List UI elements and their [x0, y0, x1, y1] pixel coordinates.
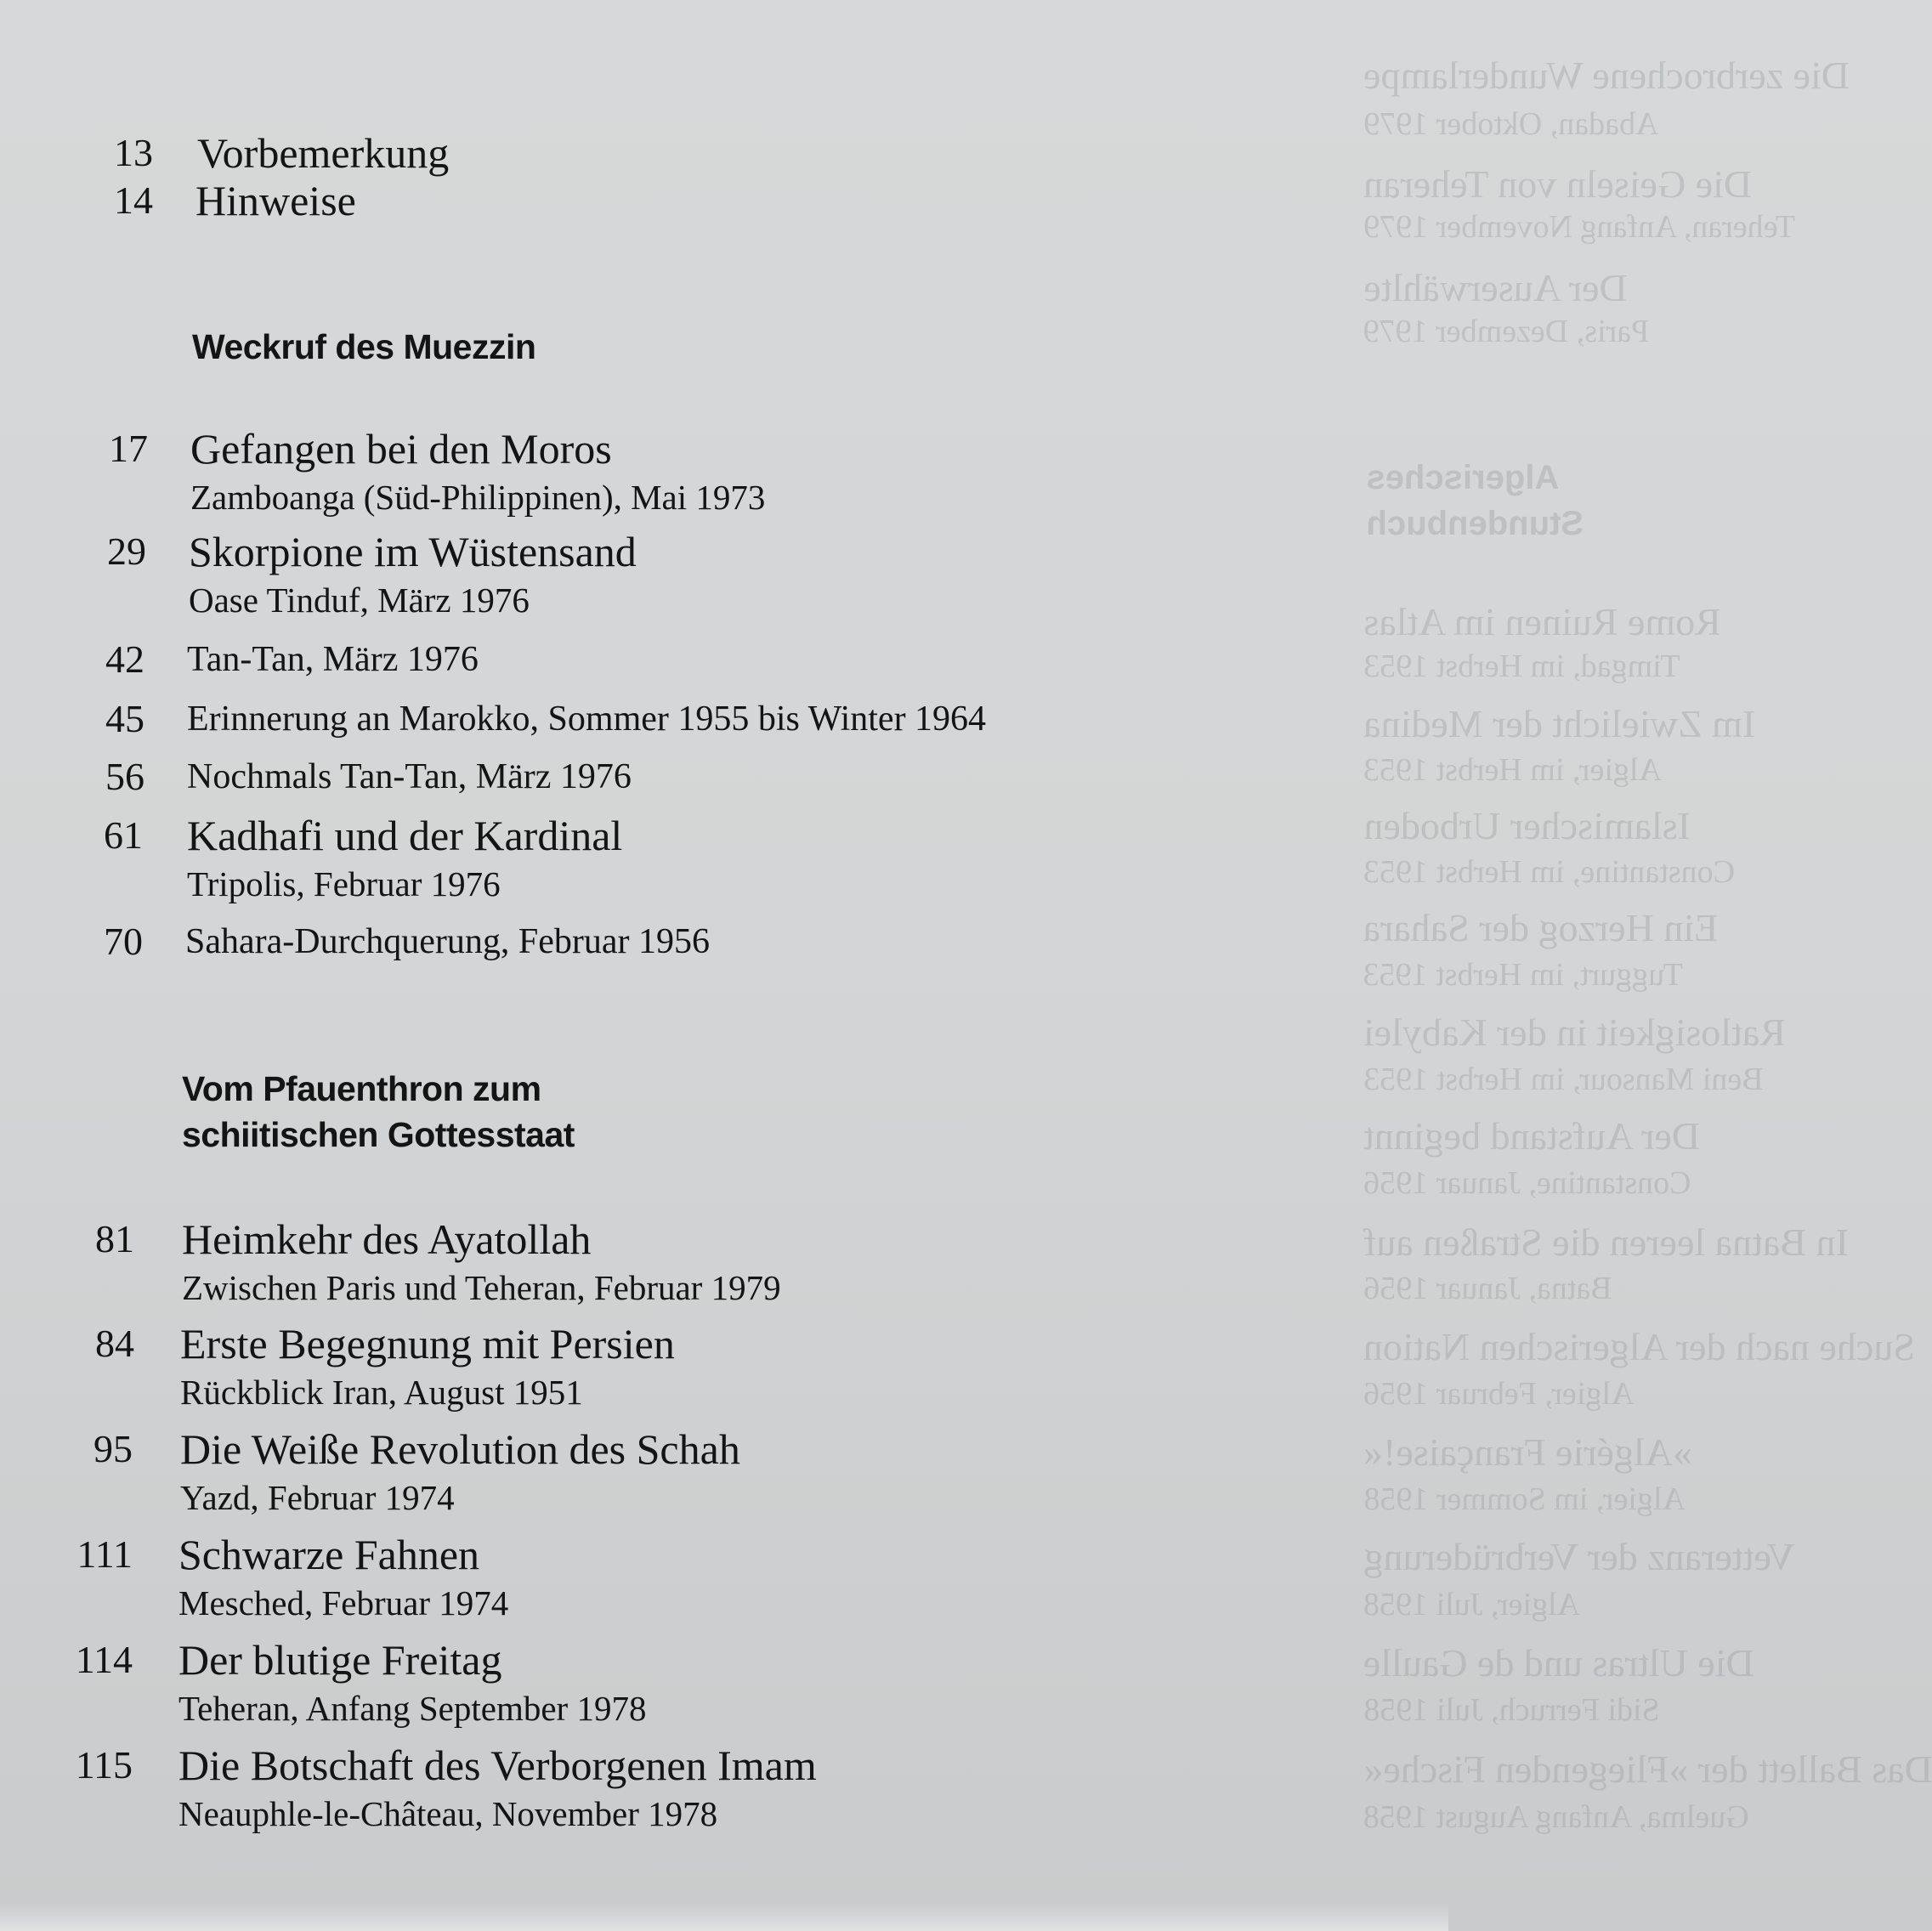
watermark-strip	[0, 1902, 1448, 1931]
ghost-title: Die Geiseln von Teheran	[1363, 162, 1753, 206]
section-heading	[182, 1066, 575, 1158]
ghost-sub: Constantine, im Herbst 1953	[1363, 854, 1735, 890]
page-number: 81	[95, 1217, 134, 1260]
page-number: 115	[75, 1743, 133, 1787]
section-heading-line: Vom Pfauenthron zum	[182, 1069, 541, 1108]
entry-title: Die Weiße Revolution des Schah	[180, 1425, 740, 1473]
toc-entry	[0, 175, 1275, 286]
toc-entry	[0, 1318, 1275, 1429]
ghost-sub: Algier, im Herbst 1953	[1363, 752, 1662, 788]
ghost-title: Vetteranz der Verbrüderung	[1363, 1535, 1795, 1578]
ghost-sub: Sidi Ferruch, Juli 1958	[1363, 1692, 1660, 1728]
page-number: 13	[114, 131, 153, 174]
ghost-sub: Guelma, Anfang August 1958	[1363, 1799, 1749, 1835]
toc-entry	[0, 1529, 1275, 1639]
page-number: 84	[95, 1322, 134, 1365]
ghost-sub: Tuggurt, im Herbst 1953	[1363, 957, 1684, 993]
toc-entry	[0, 1740, 1275, 1850]
ghost-heading-line: Stundenbuch	[1367, 505, 1584, 542]
entry-subtitle: Tripolis, Februar 1976	[187, 864, 501, 903]
entry-title: Schwarze Fahnen	[178, 1531, 480, 1578]
ghost-sub: Algier, Juli 1958	[1363, 1587, 1580, 1622]
entry-subtitle: Neauphle-le-Château, November 1978	[178, 1794, 718, 1833]
ghost-title: Das Ballett der »Fliegenden Fische«	[1363, 1747, 1932, 1791]
entry-title: Heimkehr des Ayatollah	[182, 1215, 592, 1263]
page-number: 17	[109, 427, 148, 470]
entry-subtitle: Rückblick Iran, August 1951	[180, 1373, 583, 1412]
entry-subtitle: Oase Tinduf, März 1976	[189, 580, 530, 620]
ghost-sub: Constantine, Januar 1956	[1363, 1165, 1691, 1201]
ghost-heading-line: Algerisches	[1367, 459, 1560, 496]
page-number: 70	[104, 920, 143, 963]
ghost-title: Ratlosigkeit in der Kabylei	[1363, 1011, 1786, 1054]
ghost-sub: Beni Mansour, im Herbst 1953	[1363, 1062, 1764, 1097]
page-number: 111	[76, 1532, 133, 1576]
ghost-sub: Teheran, Anfang November 1979	[1363, 209, 1796, 245]
page-number: 42	[105, 637, 144, 681]
ghost-title: Ein Herzog der Sahara	[1363, 906, 1719, 949]
entry-title: Vorbemerkung	[197, 129, 450, 177]
section-heading-line: schiitischen Gottesstaat	[182, 1115, 575, 1154]
entry-title: Erinnerung an Marokko, Sommer 1955 bis Winter 1964	[187, 699, 987, 739]
section-heading: Weckruf des Muezzin	[192, 327, 536, 366]
toc-entry	[0, 1214, 1275, 1324]
entry-title: Gefangen bei den Moros	[190, 425, 612, 473]
ghost-title: Der Auserwählte	[1363, 266, 1628, 309]
toc-entry	[0, 916, 1275, 1027]
entry-subtitle: Yazd, Februar 1974	[180, 1478, 455, 1517]
ghost-sub: Batna, Januar 1956	[1363, 1271, 1612, 1306]
page-number: 56	[105, 755, 144, 798]
page-number: 45	[105, 697, 144, 740]
ghost-title: Die zerbrochene Wunderlampe	[1363, 54, 1850, 97]
toc-entry	[0, 1424, 1275, 1534]
ghost-title: Die Ultras und de Gaulle	[1363, 1641, 1754, 1685]
page-number: 61	[104, 813, 143, 857]
ghost-sub: Paris, Dezember 1979	[1363, 314, 1650, 349]
ghost-title: Im Zwielicht der Medina	[1363, 702, 1756, 745]
ghost-title: In Batna leeren die Straßen auf	[1363, 1220, 1849, 1264]
ghost-sub: Algier, im Sommer 1958	[1363, 1481, 1686, 1517]
entry-title: Hinweise	[195, 177, 356, 224]
page-number: 114	[75, 1638, 133, 1681]
entry-subtitle: Zamboanga (Süd-Philippinen), Mai 1973	[190, 478, 766, 517]
ghost-title: Rome Ruinen im Atlas	[1363, 600, 1721, 643]
entry-subtitle: Zwischen Paris und Teheran, Februar 1979	[182, 1268, 781, 1307]
toc-entry	[0, 810, 1275, 920]
ghost-sub: Timgad, im Herbst 1953	[1363, 648, 1680, 684]
entry-title: Erste Begegnung mit Persien	[180, 1320, 675, 1368]
ghost-title: Suche nach der Algerischen Nation	[1363, 1325, 1915, 1368]
entry-title: Die Botschaft des Verborgenen Imam	[178, 1741, 817, 1789]
entry-title: Skorpione im Wüstensand	[189, 528, 637, 575]
page-number: 29	[107, 529, 146, 573]
ghost-sub: Algier, Februar 1956	[1363, 1376, 1635, 1412]
entry-subtitle: Mesched, Februar 1974	[178, 1583, 509, 1622]
ghost-title: Der Aufstand beginnt	[1363, 1114, 1701, 1158]
toc-entry	[0, 423, 1275, 534]
ghost-heading	[1367, 455, 1584, 546]
entry-title: Sahara-Durchquerung, Februar 1956	[185, 922, 710, 961]
page-number: 14	[114, 178, 153, 222]
entry-title: Kadhafi und der Kardinal	[187, 812, 623, 859]
ghost-sub: Abadan, Oktober 1979	[1363, 106, 1659, 142]
toc-entry	[0, 526, 1275, 637]
ghost-title: »Algérie Française!«	[1363, 1430, 1693, 1474]
ghost-title: Islamischer Urboden	[1363, 804, 1691, 847]
entry-title: Tan-Tan, März 1976	[187, 640, 479, 679]
entry-title: Nochmals Tan-Tan, März 1976	[187, 757, 632, 796]
entry-title: Der blutige Freitag	[178, 1636, 502, 1684]
entry-subtitle: Teheran, Anfang September 1978	[178, 1689, 647, 1728]
toc-entry	[0, 1634, 1275, 1745]
page-number: 95	[93, 1427, 133, 1470]
